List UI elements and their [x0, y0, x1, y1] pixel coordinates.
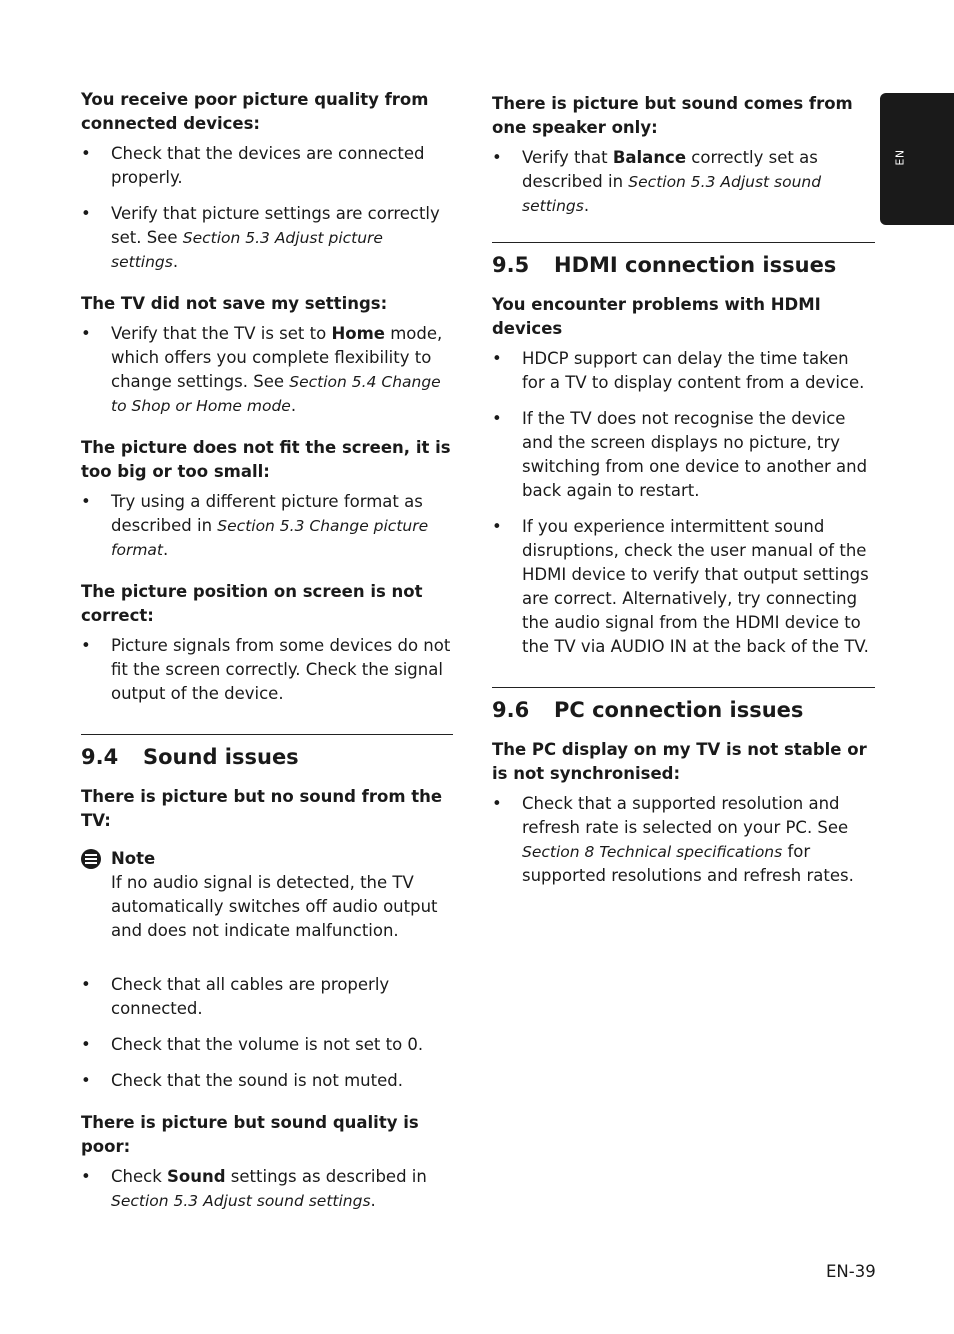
right-column [492, 92, 875, 900]
section-heading-9-6 [492, 687, 875, 722]
section-reference: Section 5.3 Adjust sound settings [111, 1192, 371, 1210]
section-number: 9.5 [492, 253, 530, 277]
list-item: • Check that the sound is not muted. [81, 1069, 453, 1093]
language-tab [880, 93, 954, 225]
left-column [81, 88, 453, 1225]
question-heading: There is picture but sound quality is poor: [81, 1113, 419, 1156]
bullet-list [81, 634, 453, 706]
list-item: • Check that the devices are connected properly. [81, 142, 453, 190]
section-title: HDMI connection issues [554, 253, 837, 277]
section-heading-9-4 [81, 734, 453, 769]
section-reference: Section 5.3 Adjust picture settings [111, 229, 383, 271]
section-reference: Section 5.3 Adjust sound settings [522, 173, 822, 215]
bullet-list [81, 973, 453, 1093]
bullet-list [492, 146, 875, 218]
bullet-list [492, 347, 875, 659]
bullet-list [81, 322, 453, 418]
section-title: PC connection issues [554, 698, 804, 722]
question-heading: There is picture but no sound from the TV: [81, 787, 443, 830]
bullet-list [81, 490, 453, 562]
page-number: EN-39 [826, 1262, 876, 1281]
section-title: Sound issues [143, 745, 299, 769]
question-heading: The PC display on my TV is not stable or is not synchronised: [492, 740, 867, 783]
list-item: • Check that a supported resolution and refresh rate is selected on your PC. See Section 8 Technical specifications for supported resolutions and refresh rates. [492, 792, 875, 888]
question-heading: The picture does not fit the screen, it is too big or too small: [81, 438, 451, 481]
bullet-list [81, 142, 453, 274]
question-heading: There is picture but sound comes from one speaker only: [492, 94, 853, 137]
bullet-list [492, 792, 875, 888]
section-reference: Section 5.4 Change to Shop or Home mode [111, 373, 441, 415]
question-heading: The picture position on screen is not correct: [81, 582, 423, 625]
bullet-list [81, 1165, 453, 1213]
list-item: • HDCP support can delay the time taken for a TV to display content from a device. [492, 347, 875, 395]
list-item: • If the TV does not recognise the device and the screen displays no picture, try switching from one device to another and back again to restart. [492, 407, 875, 503]
question-heading: You receive poor picture quality from connected devices: [81, 90, 429, 133]
note-icon [81, 849, 101, 869]
list-item: • Check Sound settings as described in Section 5.3 Adjust sound settings. [81, 1165, 453, 1213]
list-item: • Picture signals from some devices do not fit the screen correctly. Check the signal output of the device. [81, 634, 453, 706]
language-tab-label: EN [893, 149, 907, 166]
section-heading-9-5 [492, 242, 875, 277]
note-heading [81, 847, 453, 871]
list-item: • Check that the volume is not set to 0. [81, 1033, 453, 1057]
list-item: • Try using a different picture format as described in Section 5.3 Change picture format. [81, 490, 453, 562]
list-item: • If you experience intermittent sound disruptions, check the user manual of the HDMI device to verify that output settings are correct. Alternatively, try connecting the audio signal from the HDMI device to the TV via AUDIO IN at the back of the TV. [492, 515, 875, 659]
section-reference: Section 8 Technical specifications [522, 843, 783, 861]
list-item: • Verify that Balance correctly set as described in Section 5.3 Adjust sound settings. [492, 146, 875, 218]
list-item: • Verify that picture settings are correctly set. See Section 5.3 Adjust picture settings. [81, 202, 453, 274]
note-text: If no audio signal is detected, the TV automatically switches off audio output and does not indicate malfunction. [111, 873, 438, 940]
section-reference: Section 5.3 Change picture format [111, 517, 429, 559]
question-heading: You encounter problems with HDMI devices [492, 295, 821, 338]
question-heading: The TV did not save my settings: [81, 294, 388, 313]
section-number: 9.6 [492, 698, 530, 722]
note-label: Note [111, 849, 156, 868]
list-item: • Verify that the TV is set to Home mode, which offers you complete flexibility to change settings. See Section 5.4 Change to Shop or Home mode. [81, 322, 453, 418]
list-item: • Check that all cables are properly connected. [81, 973, 453, 1021]
section-number: 9.4 [81, 745, 119, 769]
